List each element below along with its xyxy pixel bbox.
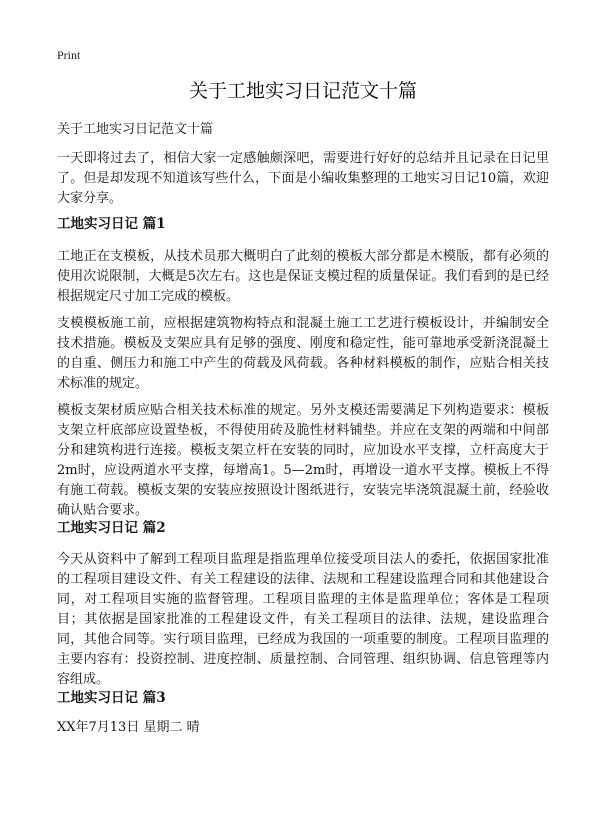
section-1-paragraph-3: 模板支架材质应贴合相关技术标准的规定。另外支模还需要满足下列构造要求：模板支架立杆底部应设置垫板，不得使用砖及脆性材料铺垫。并应在支架的两端和中间部分和建筑构进行连接。模板支架立杆在安装的同时，应加设水平支撑，立杆高度大于2m时，应设两道水平支撑，每增高1。5—2m时，再增设一道水平支撑。模板上不得有施工荷载。模板支架的安装应按照设计图纸进行，安装完毕浇筑混凝土前，经验收确认贴合要求。 bbox=[57, 403, 549, 518]
document-title: 关于工地实习日记范文十篇 bbox=[188, 80, 417, 102]
section-1-paragraph-1: 工地正在支模板，从技术员那大概明白了此刻的模板大部分都是木模版，都有必须的使用次说限制，大概是5次左右。这也是保证支模过程的质量保证。我们看到的是已经根据规定尺寸加工完成的模板。 bbox=[57, 249, 549, 304]
print-label: Print bbox=[57, 48, 81, 62]
section-3-date-line: XX年7月13日 星期二 晴 bbox=[57, 720, 200, 735]
section-heading-1: 工地实习日记 篇1 bbox=[57, 216, 166, 232]
section-heading-2: 工地实习日记 篇2 bbox=[57, 520, 166, 536]
document-subtitle: 关于工地实习日记范文十篇 bbox=[57, 122, 214, 137]
section-1-paragraph-2: 支模模板施工前，应根据建筑物构特点和混凝土施工工艺进行模板设计，并编制安全技术措施。模板及支架应具有足够的强度、刚度和稳定性，能可靠地承受新浇混凝土的自重、侧压力和施工中产生的荷载及风荷载。各种材料模板的制作，应贴合相关技术标准的规定。 bbox=[57, 316, 549, 391]
intro-paragraph: 一天即将过去了，相信大家一定感触颇深吧，需要进行好好的总结并且记录在日记里了。但是却发现不知道该写些什么，下面是小编收集整理的工地实习日记10篇，欢迎大家分享。 bbox=[57, 151, 549, 206]
section-heading-3: 工地实习日记 篇3 bbox=[57, 690, 166, 706]
section-2-paragraph-1: 今天从资料中了解到工程项目监理是指监理单位接受项目法人的委托，依据国家批准的工程项目建设文件、有关工程建设的法律、法规和工程建设监理合同和其他建设合同，对工程项目实施的监督管理。工程项目监理的主体是监理单位；客体是工程项目；其依据是国家批准的工程建设文件，有关工程项目的法律、法规，建设监理合同，其他合同等。实行项目监理，已经成为我国的一项重要的制度。工程项目监理的主要内容有：投资控制、进度控制、质量控制、合同管理、组织协调、信息管理等内容组成。 bbox=[57, 552, 549, 687]
